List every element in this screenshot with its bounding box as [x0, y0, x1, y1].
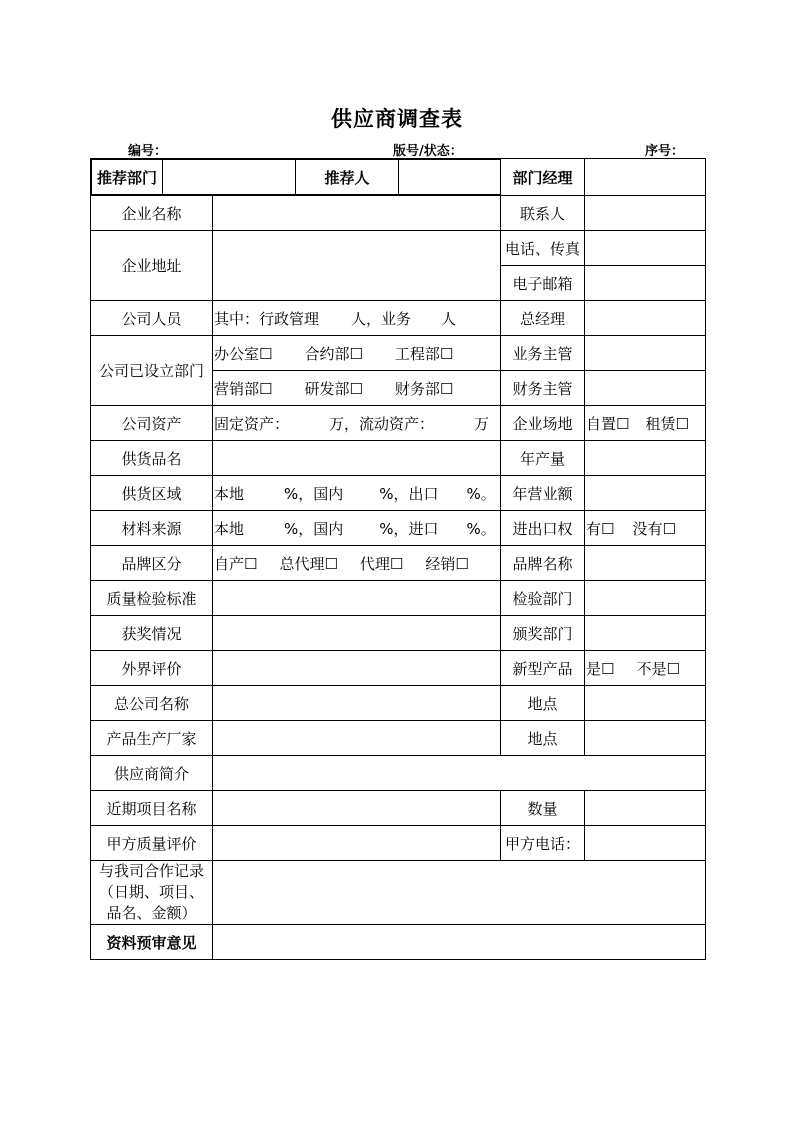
- inspect-dept-field[interactable]: [585, 581, 706, 616]
- address-field[interactable]: [213, 231, 501, 301]
- supply-region-field[interactable]: 本地 %，国内 %，出口 %。: [213, 476, 501, 511]
- table-row: [91, 231, 706, 266]
- material-source-field[interactable]: 本地 %，国内 %，进口 %。: [213, 511, 501, 546]
- external-eval-label: 外界评价: [91, 651, 213, 686]
- version-label: 版号/状态：: [393, 144, 463, 159]
- coop-record-field[interactable]: [213, 861, 706, 925]
- table-row: [91, 476, 706, 511]
- site-options[interactable]: 自置☐ 租赁☐: [585, 406, 706, 441]
- import-export-label: 进出口权: [501, 511, 585, 546]
- table-row: [91, 826, 706, 861]
- award-dept-field[interactable]: [585, 616, 706, 651]
- hq-location-label: 地点: [501, 686, 585, 721]
- quality-std-label: 质量检验标准: [91, 581, 213, 616]
- departments-options-1[interactable]: 办公室☐ 合约部☐ 工程部☐: [213, 336, 501, 371]
- products-label: 供货品名: [91, 441, 213, 476]
- quantity-field[interactable]: [585, 791, 706, 826]
- address-label: 企业地址: [91, 231, 213, 301]
- new-product-options[interactable]: 是☐ 不是☐: [585, 651, 706, 686]
- import-export-options[interactable]: 有☐ 没有☐: [585, 511, 706, 546]
- annual-output-field[interactable]: [585, 441, 706, 476]
- party-a-eval-field[interactable]: [213, 826, 501, 861]
- recent-project-label: 近期项目名称: [91, 791, 213, 826]
- table-row: [91, 511, 706, 546]
- table-row: [91, 791, 706, 826]
- page-title: 供应商调查表: [331, 107, 463, 131]
- products-field[interactable]: [213, 441, 501, 476]
- material-source-label: 材料来源: [91, 511, 213, 546]
- table-row: [91, 441, 706, 476]
- table-row: [91, 406, 706, 441]
- table-row: [91, 336, 706, 371]
- table-row: [91, 756, 706, 791]
- staff-label: 公司人员: [91, 301, 213, 336]
- recommender-label: 推荐人: [296, 160, 399, 195]
- staff-field[interactable]: 其中：行政管理 人，业务 人: [213, 301, 501, 336]
- supply-region-label: 供货区域: [91, 476, 213, 511]
- new-product-label: 新型产品: [501, 651, 585, 686]
- recommend-dept-label: 推荐部门: [92, 160, 163, 195]
- inspect-dept-label: 检验部门: [501, 581, 585, 616]
- annual-revenue-label: 年营业额: [501, 476, 585, 511]
- contact-field[interactable]: [585, 196, 706, 231]
- annual-output-label: 年产量: [501, 441, 585, 476]
- phone-fax-label: 电话、传真: [501, 231, 585, 266]
- phone-fax-field[interactable]: [585, 231, 706, 266]
- table-row: [91, 651, 706, 686]
- company-name-field[interactable]: [213, 196, 501, 231]
- recent-project-field[interactable]: [213, 791, 501, 826]
- brand-type-options[interactable]: 自产☐ 总代理☐ 代理☐ 经销☐: [213, 546, 501, 581]
- seq-label: 序号：: [645, 144, 685, 159]
- manufacturer-label: 产品生产厂家: [91, 721, 213, 756]
- quality-std-field[interactable]: [213, 581, 501, 616]
- table-row: [91, 301, 706, 336]
- biz-head-field[interactable]: [585, 336, 706, 371]
- table-row: [91, 616, 706, 651]
- assets-field[interactable]: 固定资产： 万，流动资产： 万: [213, 406, 501, 441]
- supplier-survey-form: [90, 158, 706, 960]
- biz-head-label: 业务主管: [501, 336, 585, 371]
- annual-revenue-field[interactable]: [585, 476, 706, 511]
- hq-name-field[interactable]: [213, 686, 501, 721]
- contact-label: 联系人: [501, 196, 585, 231]
- awards-field[interactable]: [213, 616, 501, 651]
- table-row: [91, 686, 706, 721]
- brand-name-label: 品牌名称: [501, 546, 585, 581]
- company-name-label: 企业名称: [91, 196, 213, 231]
- party-a-eval-label: 甲方质量评价: [91, 826, 213, 861]
- hq-location-field[interactable]: [585, 686, 706, 721]
- quantity-label: 数量: [501, 791, 585, 826]
- external-eval-field[interactable]: [213, 651, 501, 686]
- gm-field[interactable]: [585, 301, 706, 336]
- dept-manager-label: 部门经理: [501, 159, 585, 196]
- table-row: [91, 721, 706, 756]
- mfr-location-field[interactable]: [585, 721, 706, 756]
- intro-field[interactable]: [213, 756, 706, 791]
- dept-manager-field[interactable]: [585, 159, 706, 196]
- email-field[interactable]: [585, 266, 706, 301]
- manufacturer-field[interactable]: [213, 721, 501, 756]
- table-row: [91, 861, 706, 925]
- coop-record-label: 与我司合作记录（日期、项目、品名、金额）: [91, 861, 213, 925]
- mfr-location-label: 地点: [501, 721, 585, 756]
- recommender-field[interactable]: [399, 160, 501, 195]
- site-label: 企业场地: [501, 406, 585, 441]
- assets-label: 公司资产: [91, 406, 213, 441]
- gm-label: 总经理: [501, 301, 585, 336]
- recommend-dept-field[interactable]: [163, 160, 296, 195]
- award-dept-label: 颁奖部门: [501, 616, 585, 651]
- departments-label: 公司已设立部门: [91, 336, 213, 406]
- recommend-row: [91, 159, 706, 196]
- table-row: [91, 546, 706, 581]
- table-row: [91, 925, 706, 960]
- fin-head-field[interactable]: [585, 371, 706, 406]
- table-row: [91, 581, 706, 616]
- brand-type-label: 品牌区分: [91, 546, 213, 581]
- email-label: 电子邮箱: [501, 266, 585, 301]
- intro-label: 供应商简介: [91, 756, 213, 791]
- hq-name-label: 总公司名称: [91, 686, 213, 721]
- review-field[interactable]: [213, 925, 706, 960]
- table-row: [91, 196, 706, 231]
- review-label: 资料预审意见: [91, 925, 213, 960]
- departments-options-2[interactable]: 营销部☐ 研发部☐ 财务部☐: [213, 371, 501, 406]
- brand-name-field[interactable]: [585, 546, 706, 581]
- party-a-phone-field[interactable]: [585, 826, 706, 861]
- fin-head-label: 财务主管: [501, 371, 585, 406]
- number-label: 编号：: [128, 144, 168, 159]
- awards-label: 获奖情况: [91, 616, 213, 651]
- party-a-phone-label: 甲方电话：: [501, 826, 585, 861]
